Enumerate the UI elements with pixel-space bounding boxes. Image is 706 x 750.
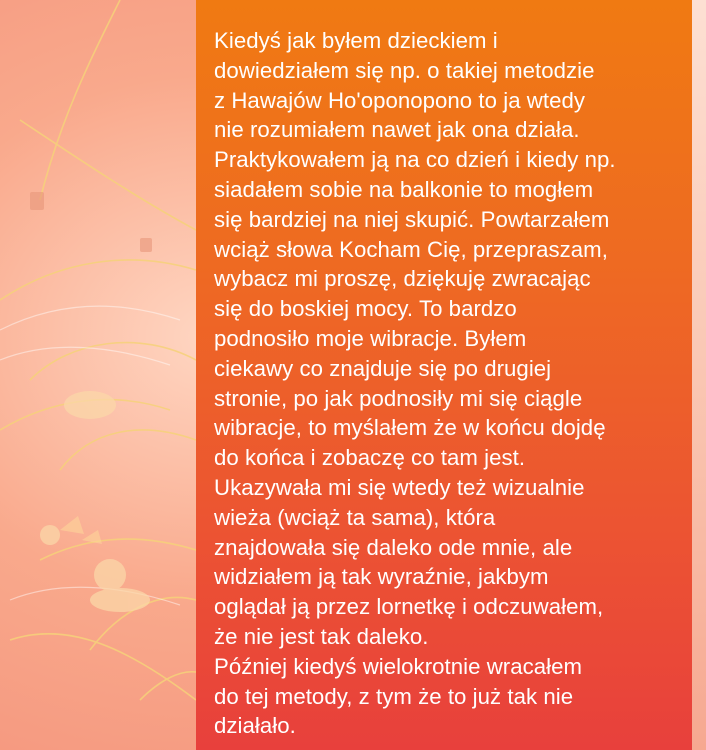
background-edge (692, 0, 706, 750)
story-text: Kiedyś jak byłem dzieckiem i dowiedziałem się np. o takiej metodzie z Hawajów Ho'oponopono to ja wtedy nie rozumiałem nawet jak ona działa. Praktykowałem ją na co dzień i kiedy np. siadałem sobie na balkonie to mogłem się bardziej na niej skupić. Powtarzałem wciąż słowa Kocham Cię, przepraszam, wybacz mi proszę, dziękuję zwracając się do boskiej mocy. To bardzo podnosiło moje wibracje. Byłem ciekawy co znajduje się po drugiej stronie, po jak podnosiły mi się ciągle wibracje, to myślałem że w końcu dojdę do końca i zobaczę co tam jest. Ukazywała mi się wtedy też wizualnie wieża (wciąż ta sama), która znajdowała się daleko ode mnie, ale widziałem ją tak wyraźnie, jakbym oglądał ją przez lornetkę i odczuwałem, że nie jest tak daleko. Później kiedyś wielokrotnie wracałem do tej metody, z tym że to już tak nie działało. (214, 28, 616, 739)
story-panel (196, 0, 692, 750)
